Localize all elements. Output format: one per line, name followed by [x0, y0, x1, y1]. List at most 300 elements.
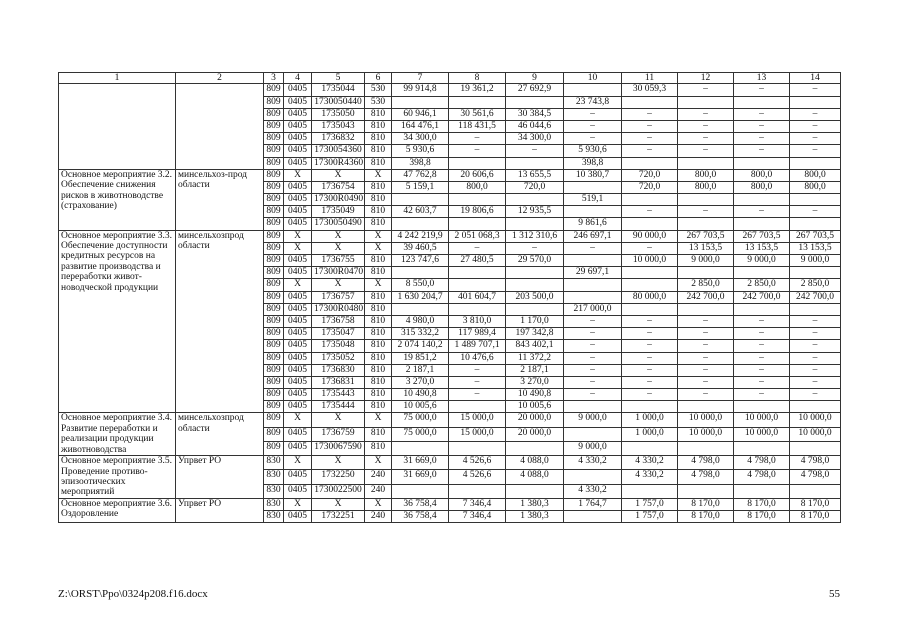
amount-cell: 29 697,1 — [564, 267, 622, 279]
code-cell: 810 — [365, 364, 392, 376]
amount-cell: 242 700,0 — [734, 291, 790, 303]
executor-cell: минсельхозпрод области — [176, 413, 264, 456]
amount-cell — [622, 267, 678, 279]
code-cell: Х — [312, 413, 365, 427]
amount-cell — [678, 218, 734, 230]
executor-cell: минсельхозпрод области — [176, 230, 264, 413]
amount-cell: – — [678, 340, 734, 352]
code-cell: 1735047 — [312, 328, 365, 340]
amount-cell — [678, 401, 734, 413]
amount-cell: 8 170,0 — [790, 498, 841, 510]
amount-cell: 1 000,0 — [622, 413, 678, 427]
amount-cell: – — [506, 242, 564, 254]
amount-cell — [564, 510, 622, 522]
amount-cell: 4 798,0 — [790, 456, 841, 470]
amount-cell: – — [622, 120, 678, 132]
amount-cell: – — [734, 108, 790, 120]
amount-cell — [790, 194, 841, 206]
table-row — [59, 498, 841, 510]
amount-cell — [564, 291, 622, 303]
code-cell: 1732251 — [312, 510, 365, 522]
code-cell: 0405 — [284, 510, 312, 522]
code-cell: 1735443 — [312, 389, 365, 401]
amount-cell: 36 758,4 — [392, 510, 449, 522]
amount-cell: 800,0 — [449, 181, 506, 193]
amount-cell: 19 851,2 — [392, 352, 449, 364]
amount-cell: – — [622, 352, 678, 364]
amount-cell: 27 480,5 — [449, 255, 506, 267]
amount-cell: 401 604,7 — [449, 291, 506, 303]
code-cell: Х — [284, 230, 312, 242]
code-cell: 1730054360 — [312, 145, 365, 157]
code-cell: 810 — [365, 352, 392, 364]
executor-cell: Упрвет РО — [176, 456, 264, 499]
code-cell: Х — [365, 242, 392, 254]
amount-cell: 13 153,5 — [678, 242, 734, 254]
amount-cell: 15 000,0 — [449, 427, 506, 441]
amount-cell: – — [734, 315, 790, 327]
amount-cell: 9 000,0 — [564, 441, 622, 455]
amount-cell: – — [564, 364, 622, 376]
amount-cell: – — [449, 133, 506, 145]
amount-cell: – — [449, 242, 506, 254]
code-cell: 240 — [365, 484, 392, 498]
code-cell: 830 — [264, 470, 284, 484]
amount-cell — [734, 441, 790, 455]
amount-cell — [392, 303, 449, 315]
code-cell: 0405 — [284, 315, 312, 327]
amount-cell: 12 935,5 — [506, 206, 564, 218]
amount-cell: 267 703,5 — [734, 230, 790, 242]
amount-cell — [734, 96, 790, 108]
amount-cell: – — [678, 145, 734, 157]
amount-cell: – — [790, 206, 841, 218]
amount-cell: – — [790, 145, 841, 157]
executor-cell — [176, 84, 264, 169]
amount-cell: 13 655,5 — [506, 169, 564, 181]
footer-file-path: Z:\ORST\Ppo\0324p208.f16.docx — [58, 588, 208, 600]
amount-cell: – — [678, 108, 734, 120]
code-cell: 809 — [264, 267, 284, 279]
code-cell: 1736831 — [312, 376, 365, 388]
amount-cell: 1 489 707,1 — [449, 340, 506, 352]
amount-cell — [622, 96, 678, 108]
amount-cell: 20 606,6 — [449, 169, 506, 181]
code-cell: 810 — [365, 401, 392, 413]
amount-cell: 9 000,0 — [678, 255, 734, 267]
code-cell: 810 — [365, 218, 392, 230]
amount-cell: 1 380,3 — [506, 498, 564, 510]
code-cell: 0405 — [284, 352, 312, 364]
amount-cell: 4 526,6 — [449, 456, 506, 470]
amount-cell: 10 000,0 — [734, 427, 790, 441]
amount-cell: 267 703,5 — [790, 230, 841, 242]
code-cell: Х — [284, 242, 312, 254]
amount-cell: – — [564, 315, 622, 327]
amount-cell: 8 170,0 — [734, 510, 790, 522]
amount-cell — [392, 194, 449, 206]
code-cell: 809 — [264, 389, 284, 401]
amount-cell — [449, 157, 506, 169]
code-cell: 1735048 — [312, 340, 365, 352]
amount-cell — [790, 96, 841, 108]
amount-cell — [678, 194, 734, 206]
header-row — [59, 73, 841, 84]
code-cell: Х — [365, 230, 392, 242]
code-cell: 0405 — [284, 401, 312, 413]
code-cell: 0405 — [284, 470, 312, 484]
amount-cell: – — [734, 328, 790, 340]
code-cell: 809 — [264, 84, 284, 96]
amount-cell — [506, 267, 564, 279]
amount-cell: 34 300,0 — [506, 133, 564, 145]
amount-cell: – — [678, 352, 734, 364]
amount-cell — [506, 96, 564, 108]
amount-cell — [564, 401, 622, 413]
code-cell: 809 — [264, 96, 284, 108]
amount-cell: 13 153,5 — [734, 242, 790, 254]
amount-cell: – — [622, 364, 678, 376]
amount-cell — [622, 484, 678, 498]
amount-cell: – — [734, 352, 790, 364]
code-cell: Х — [365, 413, 392, 427]
code-cell: 810 — [365, 315, 392, 327]
amount-cell: 7 346,4 — [449, 510, 506, 522]
amount-cell: – — [678, 315, 734, 327]
amount-cell: – — [622, 108, 678, 120]
amount-cell: 2 850,0 — [734, 279, 790, 291]
code-cell: 17300R0490 — [312, 194, 365, 206]
amount-cell: – — [678, 84, 734, 96]
amount-cell: 4 798,0 — [678, 456, 734, 470]
amount-cell: – — [564, 389, 622, 401]
amount-cell: – — [449, 364, 506, 376]
code-cell: 1736754 — [312, 181, 365, 193]
code-cell: 809 — [264, 108, 284, 120]
code-cell: 0405 — [284, 181, 312, 193]
code-cell: 810 — [365, 145, 392, 157]
amount-cell: 519,1 — [564, 194, 622, 206]
amount-cell: 800,0 — [678, 181, 734, 193]
amount-cell: – — [449, 389, 506, 401]
amount-cell: 3 270,0 — [506, 376, 564, 388]
amount-cell — [449, 194, 506, 206]
amount-cell: 117 989,4 — [449, 328, 506, 340]
amount-cell: – — [678, 120, 734, 132]
amount-cell: – — [734, 145, 790, 157]
amount-cell: 9 000,0 — [734, 255, 790, 267]
amount-cell: 10 000,0 — [734, 413, 790, 427]
activity-name-cell: Основное мероприятие 3.4. Развитие переработки и реализации продукции животноводства — [59, 413, 176, 456]
amount-cell: 15 000,0 — [449, 413, 506, 427]
amount-cell: 2 051 068,3 — [449, 230, 506, 242]
code-cell: 1736755 — [312, 255, 365, 267]
amount-cell: 4 798,0 — [734, 456, 790, 470]
code-cell: 809 — [264, 328, 284, 340]
amount-cell: 10 000,0 — [678, 427, 734, 441]
amount-cell: 800,0 — [734, 181, 790, 193]
code-cell: 1735444 — [312, 401, 365, 413]
code-cell: 809 — [264, 242, 284, 254]
amount-cell: 10 490,8 — [506, 389, 564, 401]
amount-cell: 2 187,1 — [392, 364, 449, 376]
code-cell: 830 — [264, 510, 284, 522]
amount-cell — [678, 267, 734, 279]
amount-cell: – — [622, 145, 678, 157]
code-cell: 0405 — [284, 96, 312, 108]
code-cell: 809 — [264, 279, 284, 291]
amount-cell — [678, 157, 734, 169]
code-cell: 810 — [365, 194, 392, 206]
amount-cell: 1 757,0 — [622, 498, 678, 510]
amount-cell: 4 330,2 — [622, 470, 678, 484]
code-cell: Х — [284, 498, 312, 510]
amount-cell: – — [449, 376, 506, 388]
column-header: 8 — [449, 73, 506, 84]
amount-cell: 30 059,3 — [622, 84, 678, 96]
amount-cell — [790, 303, 841, 315]
code-cell: 1736757 — [312, 291, 365, 303]
code-cell: 17300R0470 — [312, 267, 365, 279]
amount-cell: 29 570,0 — [506, 255, 564, 267]
code-cell: 810 — [365, 133, 392, 145]
code-cell: 810 — [365, 255, 392, 267]
amount-cell: 398,8 — [392, 157, 449, 169]
table-row — [59, 230, 841, 242]
code-cell: 830 — [264, 456, 284, 470]
amount-cell: 2 850,0 — [678, 279, 734, 291]
code-cell: 810 — [365, 157, 392, 169]
amount-cell: 267 703,5 — [678, 230, 734, 242]
code-cell: Х — [284, 413, 312, 427]
code-cell: 809 — [264, 441, 284, 455]
code-cell: 0405 — [284, 364, 312, 376]
code-cell: Х — [365, 498, 392, 510]
amount-cell — [734, 218, 790, 230]
amount-cell: 118 431,5 — [449, 120, 506, 132]
amount-cell: – — [564, 328, 622, 340]
amount-cell: – — [622, 376, 678, 388]
amount-cell: 36 758,4 — [392, 498, 449, 510]
amount-cell: – — [734, 340, 790, 352]
amount-cell: 7 346,4 — [449, 498, 506, 510]
amount-cell: 10 005,6 — [392, 401, 449, 413]
code-cell: 0405 — [284, 108, 312, 120]
amount-cell: 123 747,6 — [392, 255, 449, 267]
code-cell: 0405 — [284, 255, 312, 267]
code-cell: 809 — [264, 340, 284, 352]
code-cell: 0405 — [284, 267, 312, 279]
code-cell: 0405 — [284, 120, 312, 132]
amount-cell — [678, 484, 734, 498]
code-cell: 809 — [264, 427, 284, 441]
code-cell: Х — [312, 456, 365, 470]
amount-cell — [790, 484, 841, 498]
code-cell: 240 — [365, 470, 392, 484]
activity-name-cell: Основное мероприятие 3.2. Обеспечение снижения рисков в животноводстве (страхование) — [59, 169, 176, 230]
code-cell: Х — [284, 279, 312, 291]
amount-cell: 90 000,0 — [622, 230, 678, 242]
code-cell: 0405 — [284, 484, 312, 498]
amount-cell: 42 603,7 — [392, 206, 449, 218]
amount-cell: – — [734, 120, 790, 132]
amount-cell: 203 500,0 — [506, 291, 564, 303]
amount-cell: 4 798,0 — [790, 470, 841, 484]
code-cell: 809 — [264, 181, 284, 193]
amount-cell: 39 460,5 — [392, 242, 449, 254]
table-row — [59, 456, 841, 470]
column-header: 14 — [790, 73, 841, 84]
amount-cell — [564, 279, 622, 291]
footer-page-number: 55 — [829, 588, 840, 600]
code-cell: 0405 — [284, 376, 312, 388]
amount-cell: 9 861,6 — [564, 218, 622, 230]
column-header: 2 — [176, 73, 264, 84]
amount-cell: – — [622, 389, 678, 401]
code-cell: 809 — [264, 401, 284, 413]
amount-cell: 4 330,2 — [564, 484, 622, 498]
code-cell: 1736759 — [312, 427, 365, 441]
amount-cell — [622, 218, 678, 230]
budget-table — [58, 72, 841, 523]
code-cell: 1735052 — [312, 352, 365, 364]
amount-cell: – — [678, 133, 734, 145]
code-cell: 0405 — [284, 133, 312, 145]
amount-cell: – — [449, 145, 506, 157]
code-cell: Х — [365, 169, 392, 181]
amount-cell: 30 561,6 — [449, 108, 506, 120]
amount-cell: 242 700,0 — [790, 291, 841, 303]
amount-cell — [392, 218, 449, 230]
activity-name-cell: Основное мероприятие 3.5. Проведение противо-эпизоотических мероприятий — [59, 456, 176, 499]
amount-cell: – — [790, 340, 841, 352]
amount-cell: – — [734, 84, 790, 96]
amount-cell — [734, 401, 790, 413]
amount-cell — [506, 303, 564, 315]
amount-cell: – — [734, 206, 790, 218]
amount-cell — [506, 218, 564, 230]
code-cell: Х — [312, 169, 365, 181]
column-header: 6 — [365, 73, 392, 84]
amount-cell: 4 330,2 — [622, 456, 678, 470]
amount-cell — [449, 401, 506, 413]
code-cell: 0405 — [284, 340, 312, 352]
code-cell: 1730067590 — [312, 441, 365, 455]
amount-cell: 10 476,6 — [449, 352, 506, 364]
amount-cell — [622, 194, 678, 206]
code-cell: 810 — [365, 340, 392, 352]
amount-cell — [790, 401, 841, 413]
amount-cell — [449, 303, 506, 315]
amount-cell: 8 550,0 — [392, 279, 449, 291]
code-cell: 809 — [264, 315, 284, 327]
code-cell: 809 — [264, 206, 284, 218]
code-cell: 530 — [365, 96, 392, 108]
code-cell: 810 — [365, 267, 392, 279]
amount-cell: – — [622, 206, 678, 218]
code-cell: Х — [284, 456, 312, 470]
column-header: 12 — [678, 73, 734, 84]
amount-cell — [790, 218, 841, 230]
table-row — [59, 84, 841, 96]
amount-cell: 1 312 310,6 — [506, 230, 564, 242]
code-cell: Х — [312, 230, 365, 242]
amount-cell — [449, 267, 506, 279]
code-cell: 810 — [365, 120, 392, 132]
amount-cell — [506, 441, 564, 455]
amount-cell: – — [678, 328, 734, 340]
amount-cell: 8 170,0 — [678, 510, 734, 522]
code-cell: 810 — [365, 206, 392, 218]
amount-cell: 5 930,6 — [564, 145, 622, 157]
code-cell: 0405 — [284, 291, 312, 303]
amount-cell: – — [734, 389, 790, 401]
amount-cell: 800,0 — [734, 169, 790, 181]
amount-cell: – — [734, 376, 790, 388]
code-cell: 830 — [264, 498, 284, 510]
amount-cell: 34 300,0 — [392, 133, 449, 145]
code-cell: 810 — [365, 376, 392, 388]
amount-cell: – — [622, 340, 678, 352]
code-cell: 809 — [264, 145, 284, 157]
amount-cell — [678, 441, 734, 455]
code-cell: 1730050490 — [312, 218, 365, 230]
amount-cell: 10 000,0 — [622, 255, 678, 267]
amount-cell: – — [622, 328, 678, 340]
column-header: 7 — [392, 73, 449, 84]
code-cell: 1730050440 — [312, 96, 365, 108]
activity-name-cell: Основное мероприятие 3.3. Обеспечение доступности кредитных ресурсов на развитие производства и переработки живот-новодческой продукции — [59, 230, 176, 413]
amount-cell: – — [790, 315, 841, 327]
amount-cell: 4 242 219,9 — [392, 230, 449, 242]
amount-cell: – — [790, 120, 841, 132]
amount-cell — [564, 206, 622, 218]
amount-cell: 1 764,7 — [564, 498, 622, 510]
code-cell: 17300R4360 — [312, 157, 365, 169]
code-cell: 809 — [264, 169, 284, 181]
amount-cell: 4 526,6 — [449, 470, 506, 484]
amount-cell: 1 380,3 — [506, 510, 564, 522]
amount-cell: – — [790, 108, 841, 120]
amount-cell — [449, 218, 506, 230]
amount-cell: 47 762,8 — [392, 169, 449, 181]
amount-cell: – — [790, 364, 841, 376]
code-cell: 809 — [264, 230, 284, 242]
amount-cell: 800,0 — [790, 169, 841, 181]
amount-cell: 8 170,0 — [790, 510, 841, 522]
code-cell: 530 — [365, 84, 392, 96]
amount-cell: 720,0 — [622, 181, 678, 193]
code-cell: 809 — [264, 376, 284, 388]
code-cell: 810 — [365, 108, 392, 120]
amount-cell: – — [734, 364, 790, 376]
amount-cell — [392, 484, 449, 498]
code-cell: 1736830 — [312, 364, 365, 376]
amount-cell: – — [678, 389, 734, 401]
amount-cell: 242 700,0 — [678, 291, 734, 303]
amount-cell: 4 798,0 — [734, 470, 790, 484]
amount-cell — [790, 267, 841, 279]
amount-cell: – — [622, 133, 678, 145]
code-cell: 810 — [365, 389, 392, 401]
amount-cell: 19 806,6 — [449, 206, 506, 218]
amount-cell: 4 088,0 — [506, 470, 564, 484]
amount-cell: 60 946,1 — [392, 108, 449, 120]
code-cell: 1735050 — [312, 108, 365, 120]
amount-cell — [622, 157, 678, 169]
amount-cell: 3 810,0 — [449, 315, 506, 327]
amount-cell — [622, 441, 678, 455]
